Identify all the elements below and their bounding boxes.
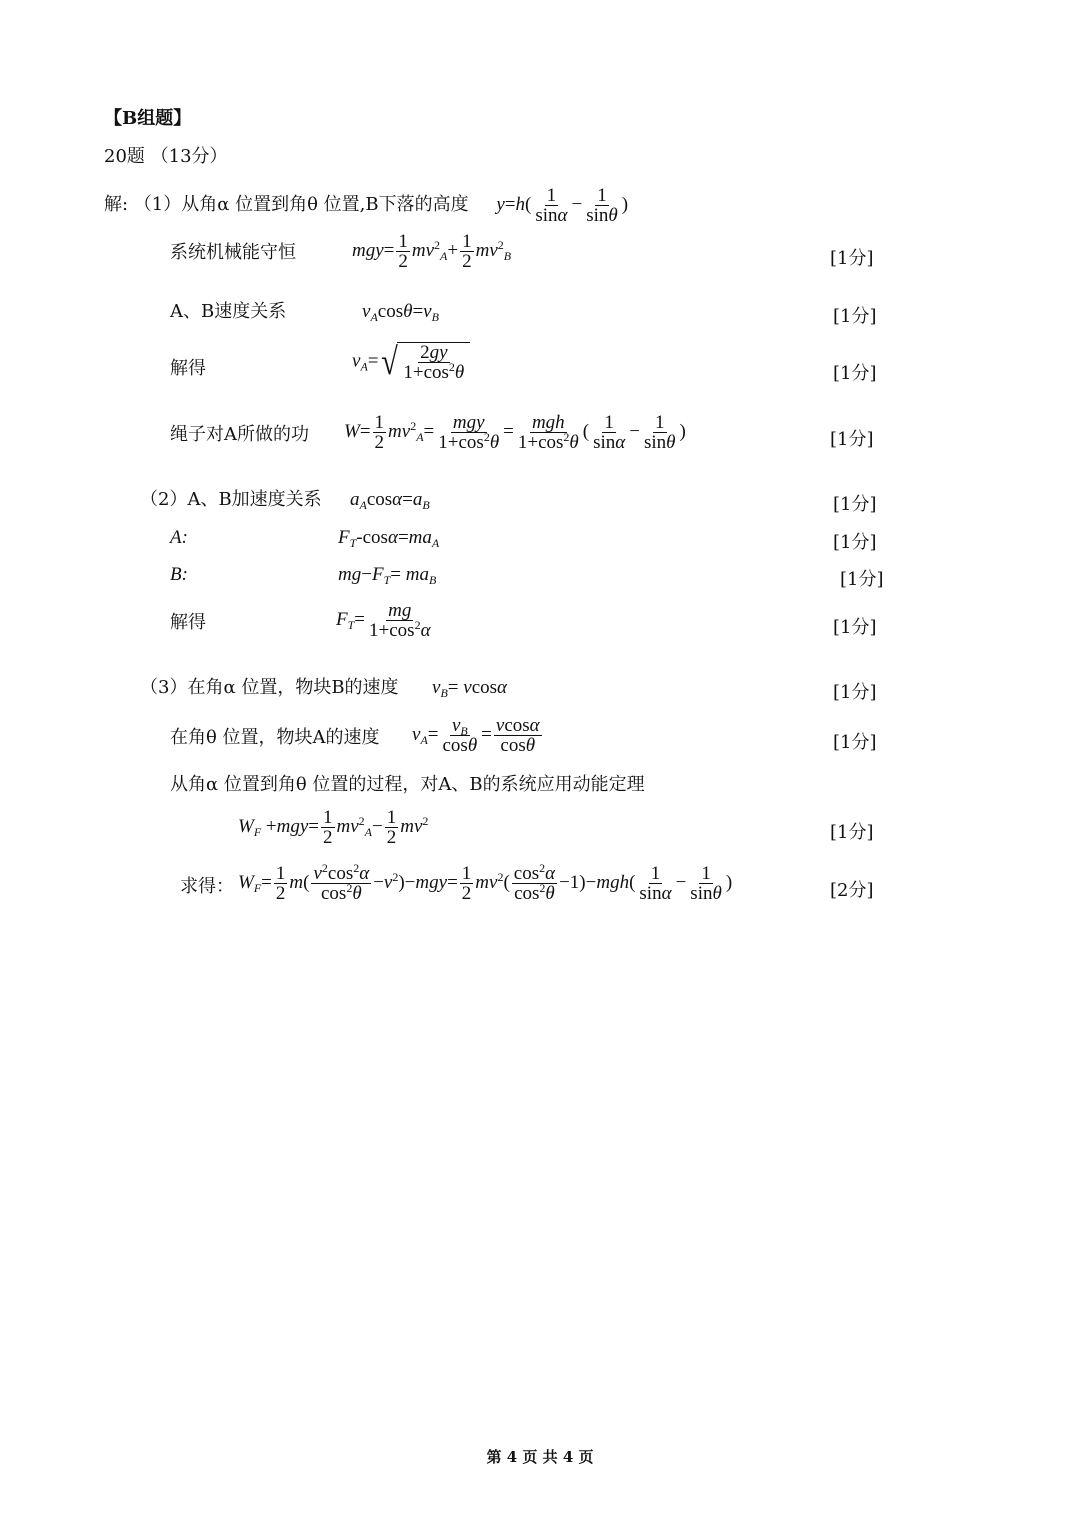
points-8: [1分] <box>833 617 877 638</box>
b-speed-formula: $v_B= vcos\alpha$ <box>432 677 507 700</box>
part1-intro-text: 解: （1）从角α 位置到角θ 位置,B下落的高度 <box>104 193 469 215</box>
speed-relation-label: A、B速度关系 <box>170 301 287 322</box>
solve-label-2: 解得 <box>170 612 206 633</box>
points-1: [1分] <box>830 248 874 269</box>
accel-relation-label: （2）A、B加速度关系 <box>140 489 322 510</box>
a-speed-label: 在角θ 位置，物块A的速度 <box>170 727 380 748</box>
points-2: [1分] <box>833 306 877 327</box>
energy-formula: mgy= $\frac{1}{2}$ $mv^2_A+$ $\frac{1}{2}$ $mv^2_B$ <box>352 231 512 272</box>
points-7: [1分] <box>840 569 884 590</box>
body-b-label: B: <box>170 564 188 585</box>
work-label: 绳子对A所做的功 <box>170 424 309 445</box>
points-5: [1分] <box>833 494 877 515</box>
group-title: 【B组题】 <box>104 108 192 129</box>
result-formula: $W_F=$ $\frac{1}{2}$ m( $\frac{v^2\cos^2\alpha}{\cos^2\theta}$ $-v^2)-mgy=$ $\frac{1}{2}$ $mv^2$( $\frac{\cos^2\alpha}{\cos^2\theta}$ −1)−mgh( $\frac{1}{\sin\alpha}$ − $\frac{1}{\sin\theta}$ ) <box>238 861 733 904</box>
points-4: [1分] <box>830 429 874 450</box>
va-formula: $v_A=$ √ $\frac{2gy}{1+\cos^2\theta}$ <box>352 342 470 382</box>
body-a-formula: $F_T-\cos\alpha=ma_A$ <box>338 527 440 550</box>
result-label: 求得： <box>180 876 234 897</box>
energy-label: 系统机械能守恒 <box>170 242 296 263</box>
tension-formula: $F_T=$ $\frac{mg}{1+\cos^2\alpha}$ <box>336 600 431 641</box>
accel-relation-formula: $a_A\cos\alpha=a_B$ <box>350 489 430 512</box>
solve-label-1: 解得 <box>170 358 206 379</box>
height-formula: y=h( $\frac{1}{\sin\alpha}$ − $\frac{1}{\sin\theta}$ ) <box>496 185 629 226</box>
part1-intro <box>104 186 628 225</box>
page-footer: 第 4 页 共 4 页 <box>486 1448 594 1466</box>
points-9: [1分] <box>833 682 877 703</box>
points-3: [1分] <box>833 363 877 384</box>
body-a-label: A: <box>170 527 188 548</box>
a-speed-formula: $v_A=$ $\frac{v_B}{\cos\theta}$ = $\frac{vcos\alpha}{\cos\theta}$ <box>412 715 540 756</box>
speed-relation-formula: $v_A\cos\theta=v_B$ <box>362 301 439 324</box>
theorem-label: 从角α 位置到角θ 位置的过程，对A、B的系统应用动能定理 <box>170 774 645 795</box>
points-12: [2分] <box>830 880 874 901</box>
work-formula: W= $\frac{1}{2}$ $mv^2_A=$ $\frac{\text{mgy}}{1+\cos^2\theta}$ = $\frac{\text{mgh}}{1+\cos^2\theta}$ ( $\frac{1}{\sin\alpha}$ − $\frac{1}{\sin\theta}$ ) <box>344 412 686 453</box>
points-11: [1分] <box>830 822 874 843</box>
question-number: 20题 （13分） <box>104 146 228 167</box>
b-speed-label: （3）在角α 位置，物块B的速度 <box>140 677 399 698</box>
points-10: [1分] <box>833 732 877 753</box>
kinetic-energy-formula: $W_F +mgy=$ $\frac{1}{2}$ $mv^2_A-$ $\frac{1}{2}$ $mv^2$ <box>238 807 429 848</box>
body-b-formula: $mg-F_T= ma_B$ <box>338 564 437 587</box>
points-6: [1分] <box>833 532 877 553</box>
